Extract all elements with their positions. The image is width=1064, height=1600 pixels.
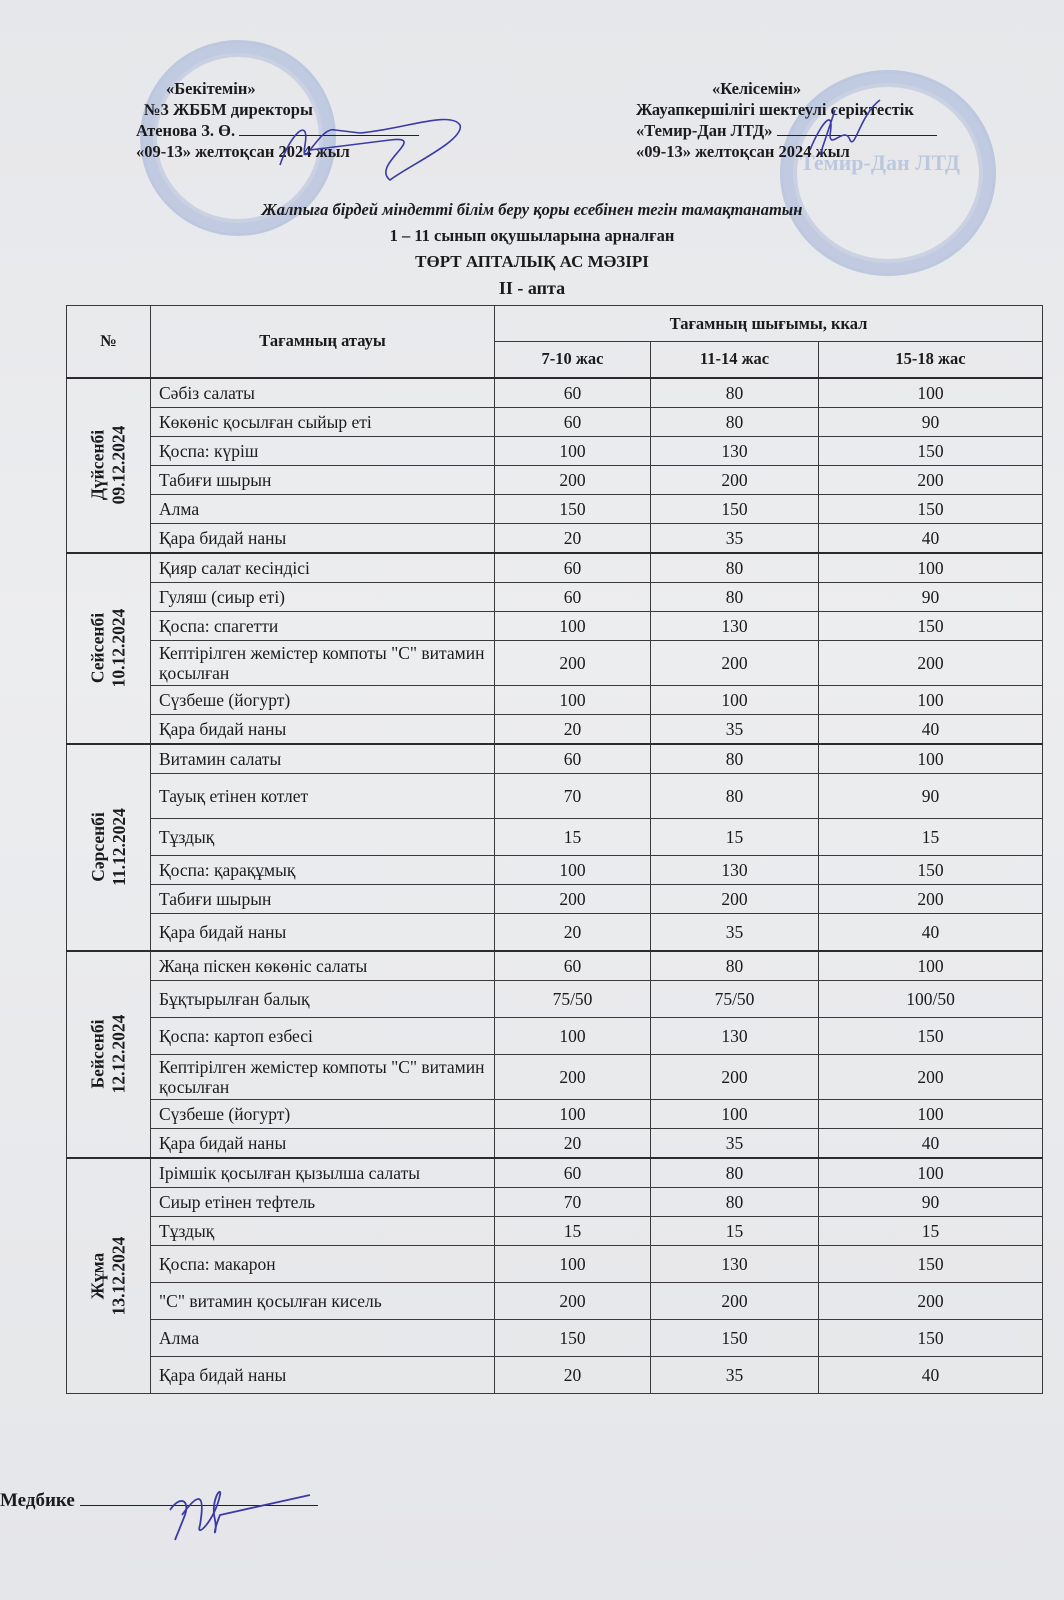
- table-row: [67, 1245, 1043, 1282]
- value-age-3: 15: [819, 818, 1043, 855]
- value-age-3: 100: [819, 685, 1043, 714]
- food-name: Тұздық: [151, 818, 495, 855]
- day-date: 12.12.2024: [108, 1014, 129, 1094]
- value-age-3: 100: [819, 553, 1043, 583]
- food-name: Сүзбеше (йогурт): [151, 1099, 495, 1128]
- food-name: Қияр салат кесіндісі: [151, 553, 495, 583]
- value-age-1: 20: [495, 1128, 651, 1158]
- food-name: Тауық етінен котлет: [151, 773, 495, 818]
- value-age-2: 75/50: [651, 980, 819, 1017]
- value-age-2: 35: [651, 523, 819, 553]
- food-name: Қоспа: спагетти: [151, 611, 495, 640]
- day-date: 10.12.2024: [108, 608, 129, 688]
- food-name: Ірімшік қосылған қызылша салаты: [151, 1158, 495, 1188]
- value-age-3: 40: [819, 913, 1043, 951]
- value-age-1: 100: [495, 855, 651, 884]
- value-age-3: 15: [819, 1216, 1043, 1245]
- value-age-2: 200: [651, 465, 819, 494]
- menu-table: [66, 305, 1043, 1394]
- day-cell: [67, 553, 151, 744]
- food-name: Бұқтырылған балық: [151, 980, 495, 1017]
- day-cell: [67, 1158, 151, 1394]
- value-age-3: 40: [819, 1356, 1043, 1393]
- value-age-3: 40: [819, 714, 1043, 744]
- value-age-1: 150: [495, 494, 651, 523]
- signature-line: [777, 123, 937, 136]
- food-name: Алма: [151, 494, 495, 523]
- value-age-3: 150: [819, 436, 1043, 465]
- value-age-2: 130: [651, 436, 819, 465]
- value-age-1: 70: [495, 773, 651, 818]
- food-name: Қара бидай наны: [151, 913, 495, 951]
- value-age-3: 40: [819, 523, 1043, 553]
- table-row: [67, 1319, 1043, 1356]
- approval-organization: Жауапкершілігі шектеулі серіктестік: [636, 100, 914, 119]
- value-age-2: 80: [651, 553, 819, 583]
- food-name: "С" витамин қосылған кисель: [151, 1282, 495, 1319]
- table-row: [67, 436, 1043, 465]
- value-age-2: 80: [651, 773, 819, 818]
- value-age-2: 80: [651, 951, 819, 981]
- col-header-no: №: [67, 306, 151, 378]
- food-name: Витамин салаты: [151, 744, 495, 774]
- value-age-3: 200: [819, 884, 1043, 913]
- value-age-3: 100/50: [819, 980, 1043, 1017]
- value-age-2: 100: [651, 1099, 819, 1128]
- food-name: Табиғи шырын: [151, 884, 495, 913]
- value-age-1: 200: [495, 1054, 651, 1099]
- value-age-1: 60: [495, 582, 651, 611]
- food-name: Сәбіз салаты: [151, 378, 495, 408]
- value-age-1: 100: [495, 611, 651, 640]
- col-header-age-2: 11-14 жас: [651, 342, 819, 378]
- heading-line-1: Жалпыға бірдей міндетті білім беру қоры есебінен тегін тамақтанатын: [261, 200, 803, 219]
- value-age-1: 15: [495, 818, 651, 855]
- heading-week: II - апта: [498, 278, 566, 298]
- food-name: Сүзбеше (йогурт): [151, 685, 495, 714]
- food-name: Қоспа: макарон: [151, 1245, 495, 1282]
- col-header-age-3: 15-18 жас: [819, 342, 1043, 378]
- food-name: Кептірілген жемістер компоты "С" витамин қосылған: [151, 1054, 495, 1099]
- value-age-3: 100: [819, 951, 1043, 981]
- value-age-2: 130: [651, 1017, 819, 1054]
- value-age-1: 60: [495, 407, 651, 436]
- table-row: [67, 951, 1043, 981]
- table-row: [67, 714, 1043, 744]
- col-header-yield: Тағамның шығымы, ккал: [495, 306, 1043, 342]
- food-name: Сиыр етінен тефтель: [151, 1187, 495, 1216]
- approval-company-row: [636, 120, 937, 141]
- food-name: Гуляш (сиыр еті): [151, 582, 495, 611]
- table-row: [67, 1216, 1043, 1245]
- value-age-2: 15: [651, 818, 819, 855]
- value-age-2: 35: [651, 1128, 819, 1158]
- value-age-3: 150: [819, 1245, 1043, 1282]
- col-header-name: Тағамның атауы: [151, 306, 495, 378]
- value-age-1: 20: [495, 523, 651, 553]
- value-age-3: 200: [819, 640, 1043, 685]
- value-age-3: 150: [819, 494, 1043, 523]
- value-age-2: 80: [651, 407, 819, 436]
- value-age-3: 200: [819, 1282, 1043, 1319]
- day-cell: [67, 951, 151, 1158]
- day-name: Сәрсенбі: [87, 812, 108, 882]
- food-name: Қара бидай наны: [151, 714, 495, 744]
- day-date: 11.12.2024: [108, 808, 129, 886]
- food-name: Алма: [151, 1319, 495, 1356]
- value-age-2: 80: [651, 1158, 819, 1188]
- value-age-3: 90: [819, 407, 1043, 436]
- table-row: [67, 913, 1043, 951]
- table-row: [67, 465, 1043, 494]
- value-age-1: 60: [495, 553, 651, 583]
- day-name: Бейсенбі: [87, 1019, 108, 1089]
- value-age-2: 80: [651, 582, 819, 611]
- table-row: [67, 884, 1043, 913]
- food-name: Көкөніс қосылған сыйыр еті: [151, 407, 495, 436]
- table-row: [67, 1099, 1043, 1128]
- approval-signer-row: [136, 120, 419, 141]
- value-age-3: 150: [819, 855, 1043, 884]
- table-row: [67, 523, 1043, 553]
- value-age-3: 90: [819, 773, 1043, 818]
- value-age-1: 100: [495, 436, 651, 465]
- value-age-3: 100: [819, 744, 1043, 774]
- col-header-age-1: 7-10 жас: [495, 342, 651, 378]
- table-row: [67, 1187, 1043, 1216]
- food-name: Кептірілген жемістер компоты "С" витамин қосылған: [151, 640, 495, 685]
- value-age-2: 35: [651, 714, 819, 744]
- table-row: [67, 1282, 1043, 1319]
- value-age-1: 200: [495, 884, 651, 913]
- value-age-1: 100: [495, 1017, 651, 1054]
- company-stamp-text: Темир-Дан ЛТД: [800, 150, 960, 175]
- value-age-1: 200: [495, 1282, 651, 1319]
- table-row: [67, 1017, 1043, 1054]
- value-age-1: 100: [495, 685, 651, 714]
- approval-block-director: [136, 78, 419, 162]
- value-age-3: 90: [819, 582, 1043, 611]
- value-age-3: 200: [819, 1054, 1043, 1099]
- value-age-1: 60: [495, 951, 651, 981]
- value-age-2: 150: [651, 1319, 819, 1356]
- value-age-3: 200: [819, 465, 1043, 494]
- value-age-2: 200: [651, 1282, 819, 1319]
- value-age-3: 100: [819, 378, 1043, 408]
- value-age-1: 60: [495, 744, 651, 774]
- day-name: Дүйсенбі: [87, 429, 108, 501]
- value-age-2: 80: [651, 1187, 819, 1216]
- table-row: [67, 1128, 1043, 1158]
- value-age-2: 35: [651, 913, 819, 951]
- food-name: Қоспа: картоп езбесі: [151, 1017, 495, 1054]
- value-age-1: 150: [495, 1319, 651, 1356]
- value-age-2: 15: [651, 1216, 819, 1245]
- approval-title: «Келісемін»: [712, 79, 802, 98]
- value-age-1: 20: [495, 714, 651, 744]
- value-age-2: 100: [651, 685, 819, 714]
- day-name: Жұма: [87, 1252, 108, 1299]
- signature-line: [80, 1487, 318, 1506]
- approval-signer-name: Атенова З. Ө.: [136, 121, 236, 140]
- table-row: [67, 980, 1043, 1017]
- heading-menu-title: ТӨРТ АПТАЛЫҚ АС МӘЗІРІ: [415, 252, 649, 271]
- food-name: Қоспа: күріш: [151, 436, 495, 465]
- table-row: [67, 855, 1043, 884]
- day-name: Сейсенбі: [87, 612, 108, 684]
- table-row: [67, 553, 1043, 583]
- value-age-1: 200: [495, 640, 651, 685]
- value-age-2: 130: [651, 611, 819, 640]
- day-cell: [67, 744, 151, 951]
- day-date: 13.12.2024: [108, 1236, 129, 1315]
- table-row: [67, 1356, 1043, 1393]
- value-age-3: 90: [819, 1187, 1043, 1216]
- approval-title: «Бекітемін»: [166, 79, 256, 98]
- value-age-2: 35: [651, 1356, 819, 1393]
- value-age-1: 60: [495, 1158, 651, 1188]
- value-age-2: 200: [651, 640, 819, 685]
- value-age-3: 150: [819, 611, 1043, 640]
- approval-position: №3 ЖББМ директоры: [144, 100, 313, 119]
- food-name: Жаңа піскен көкөніс салаты: [151, 951, 495, 981]
- approval-company: «Темир-Дан ЛТД»: [636, 121, 773, 140]
- value-age-1: 75/50: [495, 980, 651, 1017]
- table-row: [67, 582, 1043, 611]
- value-age-2: 130: [651, 1245, 819, 1282]
- value-age-2: 200: [651, 884, 819, 913]
- day-cell: [67, 378, 151, 553]
- value-age-1: 100: [495, 1099, 651, 1128]
- signature-line: [239, 123, 419, 136]
- value-age-1: 100: [495, 1245, 651, 1282]
- value-age-1: 20: [495, 913, 651, 951]
- value-age-1: 15: [495, 1216, 651, 1245]
- nurse-signature-row: [0, 1487, 318, 1512]
- approval-date: «09-13» желтоқсан 2024 жыл: [136, 142, 350, 161]
- table-row: [67, 818, 1043, 855]
- table-row: [67, 494, 1043, 523]
- food-name: Табиғи шырын: [151, 465, 495, 494]
- table-row: [67, 744, 1043, 774]
- food-name: Қоспа: қарақұмық: [151, 855, 495, 884]
- nurse-label: Медбике: [0, 1490, 75, 1511]
- table-row: [67, 773, 1043, 818]
- table-row: [67, 407, 1043, 436]
- table-row: [67, 1158, 1043, 1188]
- value-age-3: 40: [819, 1128, 1043, 1158]
- food-name: Қара бидай наны: [151, 523, 495, 553]
- value-age-1: 60: [495, 378, 651, 408]
- value-age-1: 200: [495, 465, 651, 494]
- approval-date: «09-13» желтоқсан 2024 жыл: [636, 142, 850, 161]
- value-age-1: 20: [495, 1356, 651, 1393]
- value-age-2: 80: [651, 744, 819, 774]
- day-date: 09.12.2024: [108, 425, 129, 505]
- food-name: Тұздық: [151, 1216, 495, 1245]
- value-age-3: 100: [819, 1158, 1043, 1188]
- value-age-2: 200: [651, 1054, 819, 1099]
- value-age-3: 150: [819, 1319, 1043, 1356]
- document-headings: [0, 197, 1064, 301]
- value-age-2: 80: [651, 378, 819, 408]
- table-row: [67, 685, 1043, 714]
- table-row: [67, 378, 1043, 408]
- food-name: Қара бидай наны: [151, 1128, 495, 1158]
- value-age-2: 150: [651, 494, 819, 523]
- food-name: Қара бидай наны: [151, 1356, 495, 1393]
- heading-line-2: 1 – 11 сынып оқушыларына арналған: [389, 226, 675, 245]
- table-row: [67, 611, 1043, 640]
- table-row: [67, 1054, 1043, 1099]
- value-age-2: 130: [651, 855, 819, 884]
- approval-block-company: [636, 78, 937, 162]
- value-age-1: 70: [495, 1187, 651, 1216]
- table-row: [67, 640, 1043, 685]
- value-age-3: 150: [819, 1017, 1043, 1054]
- value-age-3: 100: [819, 1099, 1043, 1128]
